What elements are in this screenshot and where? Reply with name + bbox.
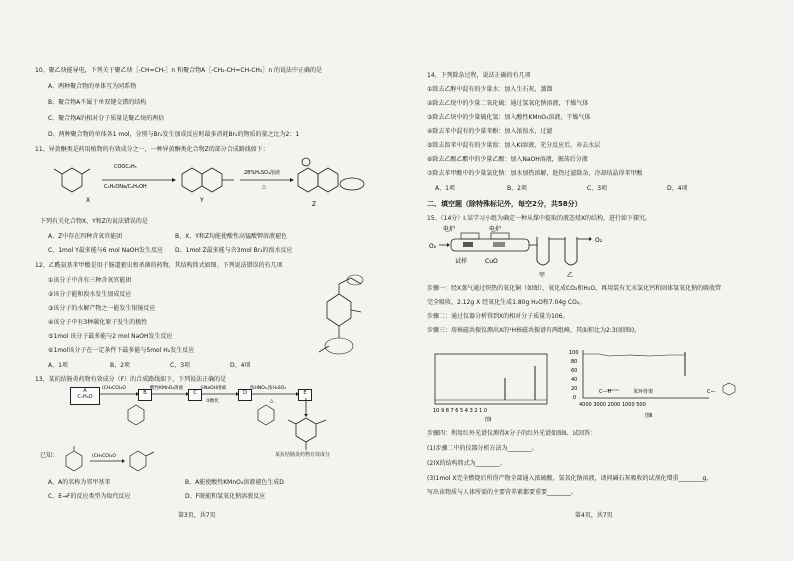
q15-step-3: 步骤三：用核磁共振仪测出X的¹H核磁共振谱有两组峰，其面积比为2:3(如图Ⅰ)。 [427, 327, 641, 334]
q14-item-4: ④除去苯中混有的少量苯酚：加入浓溴水，过滤 [427, 128, 553, 135]
q11-note: 下列有关化合物X、Y和Z的说法错误的是 [40, 218, 148, 225]
known-product-ring [130, 451, 146, 471]
ir-y-40: 40 [571, 377, 578, 383]
furnace-2 [491, 233, 509, 239]
q13-box-a-label: A [83, 388, 87, 394]
right-page-footer: 第4页，共7页 [575, 512, 613, 519]
q11-option-b: B、X、Y和Z均能使酸性高锰酸钾溶液褪色 [175, 233, 288, 240]
q13-intermediate-ring-2 [258, 405, 274, 425]
q12-item-4: ④该分子中有3种碳化原子发生的极性 [48, 319, 148, 326]
ir-y-20: 20 [571, 386, 578, 392]
q12-item-6: ⑥1mol该分子在一定条件下最多能与5mol H₂发生反应 [48, 347, 195, 354]
ir-y-60: 60 [571, 368, 578, 374]
q14-item-3: ③除去乙炔中的少量硫化氢：加入酸性KMnO₄溶液，干燥气体 [427, 114, 591, 121]
q12-stem: 12、乙酰氨基苯甲酸是用于肠道驱虫和杀菌的药物，其结构简式如图。下列说法错误的有几项 [35, 262, 283, 269]
y-ring-1 [182, 168, 202, 192]
q10-option-c: C、聚合物A的相对分子质量是聚乙炔的两倍 [48, 115, 165, 122]
z-label: Z [312, 201, 317, 208]
q15-step-1: 步骤一：经X蒸气通过炽热的氧化铜（如图），氧化成CO₂和H₂O，再用装有无水氯化钙和固体氢氧化钠的吸收管 [427, 285, 722, 292]
q12-item-2: ②该分子能和溴水发生加成反应 [48, 291, 132, 298]
q11-reagent-4: △ [262, 184, 266, 190]
q15-step-4: 步骤四：利用红外光谱仪测得X分子的红外光谱如图Ⅱ。试回答： [427, 430, 597, 437]
x-benzene-ring [62, 168, 82, 192]
q10-stem: 10、聚乙炔能导电，下列关于聚乙炔［-CH=CH-］n 和聚合物A［-CH₂-CH=CH-CH₂］n 的说法中正确的是 [35, 67, 323, 74]
u-tube-jia [537, 237, 549, 265]
q13-arrow-5-reagent: △ [270, 399, 274, 404]
ir-benzene-icon [723, 383, 735, 395]
ir-baseline [583, 354, 685, 356]
q13-box-a-formula: C₇H₈O [77, 394, 93, 401]
q13-box-e: E [298, 389, 312, 401]
z-ring-1 [298, 168, 318, 192]
q14-option-d: D、4项 [667, 185, 688, 192]
q15-apparatus [419, 225, 619, 280]
q14-item-2: ②除去乙烷中的少量二氧化硫：通过氢氧化钠溶液，干燥气体 [427, 100, 589, 107]
q13-option-b: B、A能使酸性KMnO₄溶液褪色生成D [185, 479, 284, 486]
q14-item-6: ⑥除去乙酸乙酯中的少量乙酸：加入NaOH溶液，振荡后分液 [427, 156, 588, 163]
o2-outlet-label: O₂ [595, 237, 603, 244]
q10-option-b: B、聚合物A不属于单双键交错的结构 [48, 99, 147, 106]
fig2-caption: 图Ⅱ [645, 413, 653, 419]
q15-step-2: 步骤二：通过仪器分析得到X的相对分子质量为106。 [427, 313, 569, 320]
q15-question-3b: 写出该物质与人体所需的主要营养素都要重要________。 [427, 489, 578, 496]
ir-spectrum-figure [569, 348, 759, 426]
q13-arrow-2-reagent: 酸性KMnO₄溶液 [150, 386, 184, 391]
furnace-1 [461, 233, 479, 239]
q12-option-d: D、4项 [230, 362, 251, 369]
ir-label-ring: 苯环骨架 [633, 389, 654, 395]
q11-option-a: A、Z中存在四种含氧官能团 [48, 233, 123, 240]
furnace-2-label: 电炉 [489, 226, 502, 233]
combustion-tube [451, 239, 529, 251]
yi-label: 乙 [567, 272, 574, 279]
q13-product-label: 某抗结肠炎药物有效成分 [275, 452, 331, 458]
q13-arrow-1-reagent: (CH₃CO)₂O [102, 386, 126, 391]
z-ring-2 [318, 168, 338, 192]
y-label: Y [200, 197, 204, 204]
q13-arrow-3-reagent: ①NaOH溶液 [200, 386, 227, 391]
q13-option-d: D、F既能和氢氧化钠溶液反应 [185, 493, 266, 500]
q14-option-b: B、2项 [507, 185, 527, 192]
q12-option-b: B、2项 [110, 362, 130, 369]
nmr-axis-labels: 10 9 8 7 6 5 4 3 2 1 0 [433, 408, 488, 414]
q12-circled-ester [325, 338, 353, 354]
q13-known-reaction [60, 446, 160, 476]
cuo-packing [493, 242, 505, 247]
q13-box-c: C [188, 389, 202, 401]
q12-benzene-ring [327, 294, 351, 326]
q15-question-2: (2)X的结构简式为________。 [427, 460, 506, 467]
furnace-1-label: 电炉 [443, 226, 456, 233]
q13-arrow-3b-reagent: ②酸化 [206, 399, 220, 404]
known-reagent: (CH₃CO)₂O [92, 454, 116, 459]
ir-label-c: C— [707, 389, 716, 395]
q12-item-5: ⑤1mol 该分子最多能与2 mol NaOH发生反应 [48, 333, 173, 340]
ir-x-axis: 4000 3000 2000 1000 500 [579, 402, 646, 408]
q12-item-1: ①该分子中含有三种含氧官能团 [48, 277, 132, 284]
q14-option-a: A、1项 [435, 185, 455, 192]
q11-stem: 11、异黄酮类是药用植物的有效成分之一，一种异黄酮类化合物Z的部分合成路线如下： [35, 146, 269, 153]
q13-box-a [70, 387, 100, 405]
q12-option-a: A、1项 [48, 362, 68, 369]
q13-arrow-4-reagent: 浓HNO₃,浓H₂SO₄ [250, 386, 286, 391]
q15-step-1b: 完全吸收。2.12g X 经氧化生成1.80g H₂O和7.04g CO₂。 [427, 299, 586, 306]
nmr-spectrum-figure [433, 352, 553, 422]
q15-stem: 15、（14分）I.某学习小组为确定一种从煤中提取的液态烃X的结构，进行如下探究。 [427, 215, 652, 222]
q13-intermediate-ring-1 [128, 405, 144, 425]
q10-option-d: D、两种聚合物的单体各1 mol，分别与Br₂发生加成反应时最多消耗Br₂的物质的量之比为2：1 [48, 131, 300, 138]
q11-reaction-scheme [40, 154, 380, 214]
right-page [397, 0, 794, 561]
z-circled-group [340, 178, 364, 190]
x-label: X [86, 197, 91, 204]
q11-reagent-2: C₂H₅ONa/C₂H₅OH [104, 184, 147, 190]
ir-label-ch: C—H [599, 389, 612, 395]
q11-reagent-1: COOC₂H₅ [114, 164, 137, 170]
ir-y-80: 80 [571, 359, 578, 365]
q13-option-c: C、E→F的反应类型为取代反应 [48, 493, 131, 500]
q13-product-f-ring [296, 418, 316, 442]
q13-known: 已知： [40, 452, 59, 459]
left-page-footer: 第3页，共7页 [178, 512, 216, 519]
q12-option-c: C、3项 [170, 362, 191, 369]
q14-item-1: ①除去乙醇中混有的少量水：加入生石灰，蒸馏 [427, 86, 553, 93]
q14-item-5: ⑤除去溴苯中混有的少量溴：加入KI溶液，充分反应后，弃去水层 [427, 142, 601, 149]
jia-label: 甲 [539, 272, 546, 279]
q14-option-c: C、3项 [587, 185, 608, 192]
known-phenol-ring [66, 451, 82, 471]
q11-option-c: C、1mol Y最多能与6 mol NaOH发生反应 [48, 247, 163, 254]
section-2-heading: 二、填空题（除特殊标记外，每空2分，共58分） [427, 200, 582, 208]
q12-item-3: ③该分子的水解产物之一能发生银镜反应 [48, 305, 156, 312]
u-tube-yi [565, 237, 577, 265]
sample-label: 试样 [455, 258, 468, 265]
q13-box-d: D [238, 389, 252, 401]
q11-reagent-3: 28%H₂SO₄溶液 [244, 170, 280, 176]
q15-question-3: (3)1mol X完全燃烧后所得产物全部通入浓硫酸，氢氧化钠溶液，请问碱石灰吸收的试剂化增重________g， [427, 475, 713, 482]
q14-item-7: ⑦除去苯甲酸中的少量氯化钠：加水加热溶解，趁热过滤除杂，冷却结晶得苯甲酸 [427, 170, 643, 177]
q13-stem: 13、某抗结肠炎药物有效成分（F）的合成路线如下，下列说法正确的是 [35, 376, 227, 383]
q13-box-b: B [138, 389, 152, 401]
q10-option-a: A、两种聚合物的单体互为同系物 [48, 83, 137, 90]
q14-stem: 14、下列除杂过程，说法正确的有几项 [427, 72, 531, 79]
o2-inlet-label: O₂ [429, 243, 437, 250]
ir-y-0: 0 [573, 395, 577, 401]
q12-molecule-structure [305, 272, 375, 372]
sample-boat [463, 242, 473, 247]
q15-question-1: (1)步骤二中的仪器分析方法为________。 [427, 445, 538, 452]
cuo-label: CuO [485, 258, 498, 265]
nmr-plot-frame [435, 354, 547, 404]
y-ring-2 [202, 168, 222, 192]
q13-option-a: A、A的名称为邻甲基苯 [48, 479, 111, 486]
ir-y-100: 100 [569, 350, 579, 356]
q11-option-d: D、1mol Z最多能与含3mol Br₂的溴水反应 [175, 247, 293, 254]
fig1-caption: 图Ⅰ [485, 417, 492, 422]
